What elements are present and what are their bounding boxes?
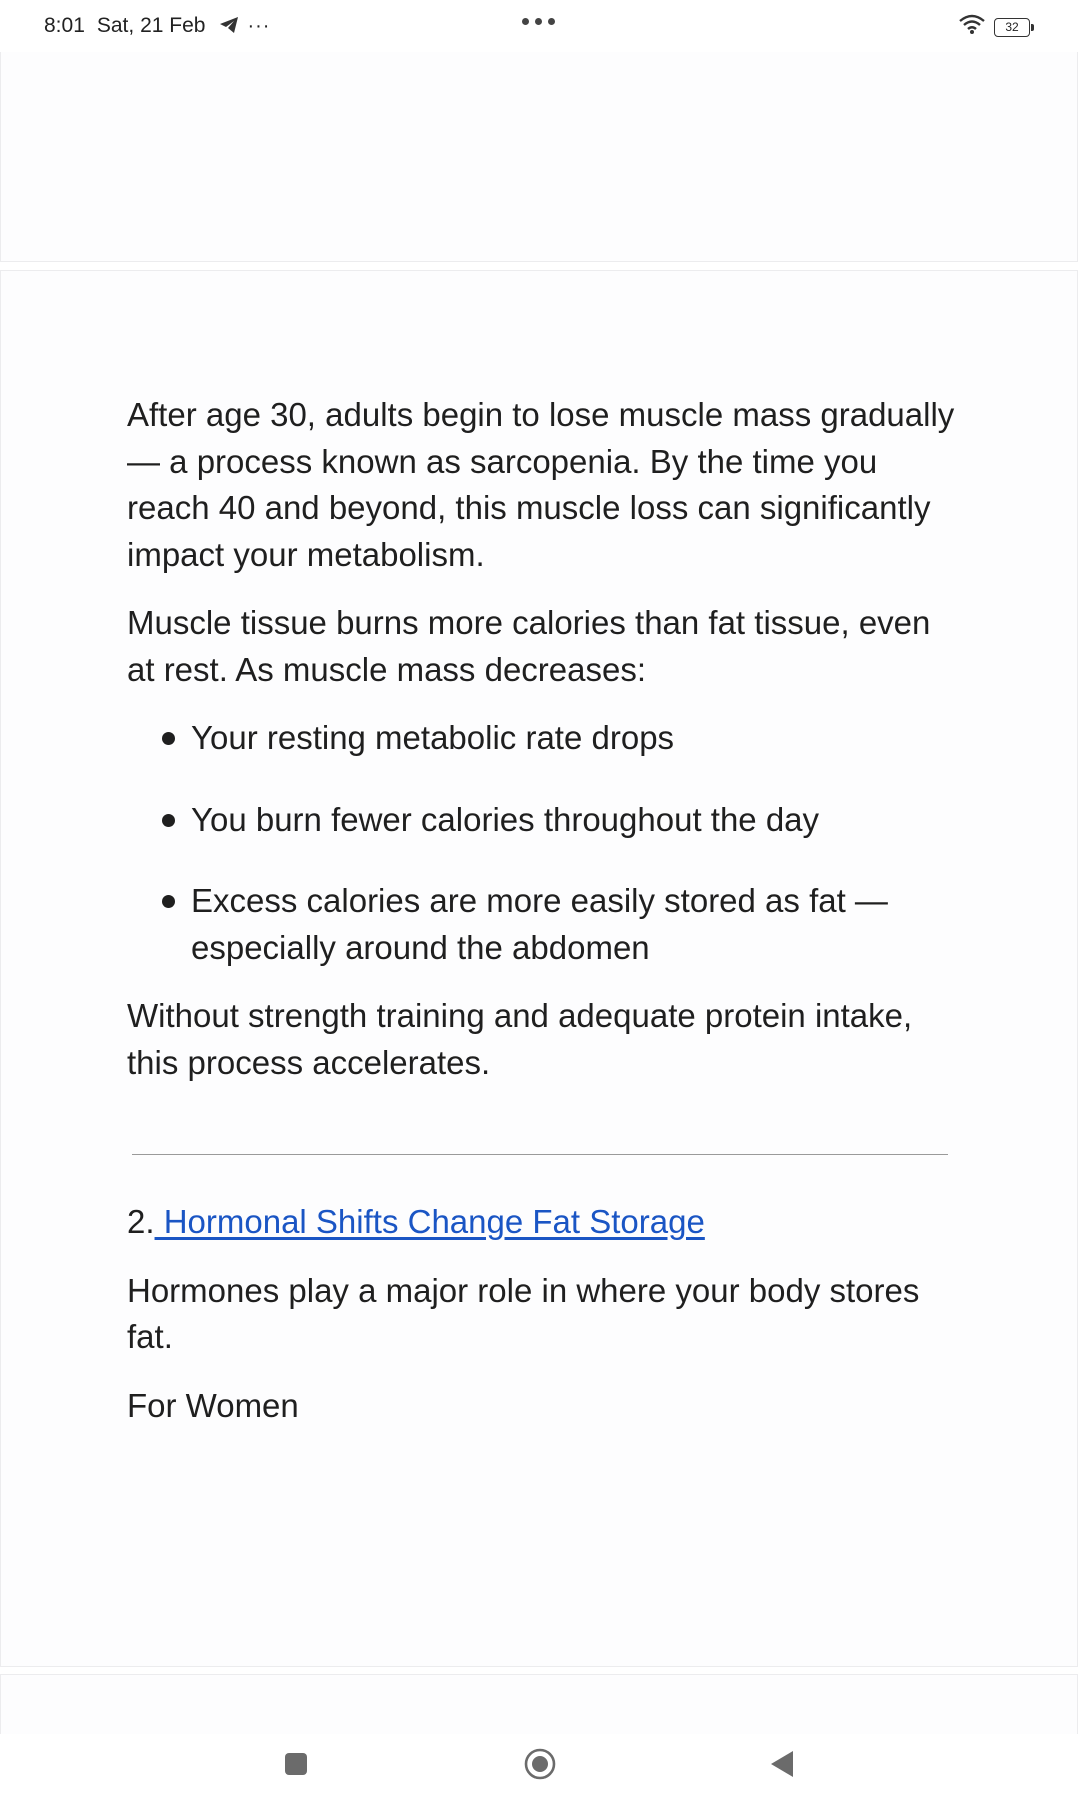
list-item	[127, 878, 957, 971]
section-divider	[132, 1154, 948, 1155]
top-card	[0, 52, 1078, 262]
bullet-icon	[162, 732, 175, 745]
bullet-icon	[162, 895, 175, 908]
subheading: For Women	[127, 1386, 299, 1424]
list-item	[127, 715, 957, 762]
status-date: Sat, 21 Feb	[96, 14, 206, 37]
bullet-list	[127, 715, 957, 971]
status-time: 8:01	[44, 14, 85, 37]
article-paragraph: Muscle tissue burns more calories than fat tissue, even at rest. As muscle mass decreases:	[127, 604, 931, 688]
bullet-icon	[162, 814, 175, 827]
window-handle-dots[interactable]	[522, 18, 555, 25]
bottom-card	[0, 1674, 1078, 1734]
list-item-text: Your resting metabolic rate drops	[191, 719, 675, 756]
home-circle-icon[interactable]	[522, 1746, 558, 1782]
back-triangle-icon[interactable]	[764, 1746, 800, 1782]
list-item	[127, 797, 957, 844]
navigation-bar	[0, 1734, 1080, 1800]
list-item-text: Excess calories are more easily stored as fat — especially around the abdomen	[191, 882, 888, 966]
battery-icon: 32	[994, 18, 1030, 37]
section-heading	[127, 1199, 957, 1246]
article-paragraph: Hormones play a major role in where your body stores fat.	[127, 1271, 920, 1355]
section-link[interactable]: Hormonal Shifts Change Fat Storage	[154, 1203, 705, 1240]
status-bar	[0, 0, 1080, 52]
wifi-icon	[958, 14, 986, 40]
more-dots-icon: ···	[247, 14, 271, 37]
status-left	[44, 14, 270, 38]
article-paragraph: Without strength training and adequate protein intake, this process accelerates.	[127, 997, 913, 1081]
recents-square-icon[interactable]	[278, 1746, 314, 1782]
article-paragraph: After age 30, adults begin to lose muscle mass gradually — a process known as sarcopenia. By the time you reach 40 and beyond, this muscle loss can significantly impact your metabolism.	[127, 396, 955, 573]
status-right	[958, 14, 1030, 40]
article-body	[127, 392, 957, 1451]
list-item-text: You burn fewer calories throughout the day	[191, 800, 820, 838]
section-number: 2.	[127, 1203, 155, 1240]
telegram-icon	[219, 16, 241, 36]
